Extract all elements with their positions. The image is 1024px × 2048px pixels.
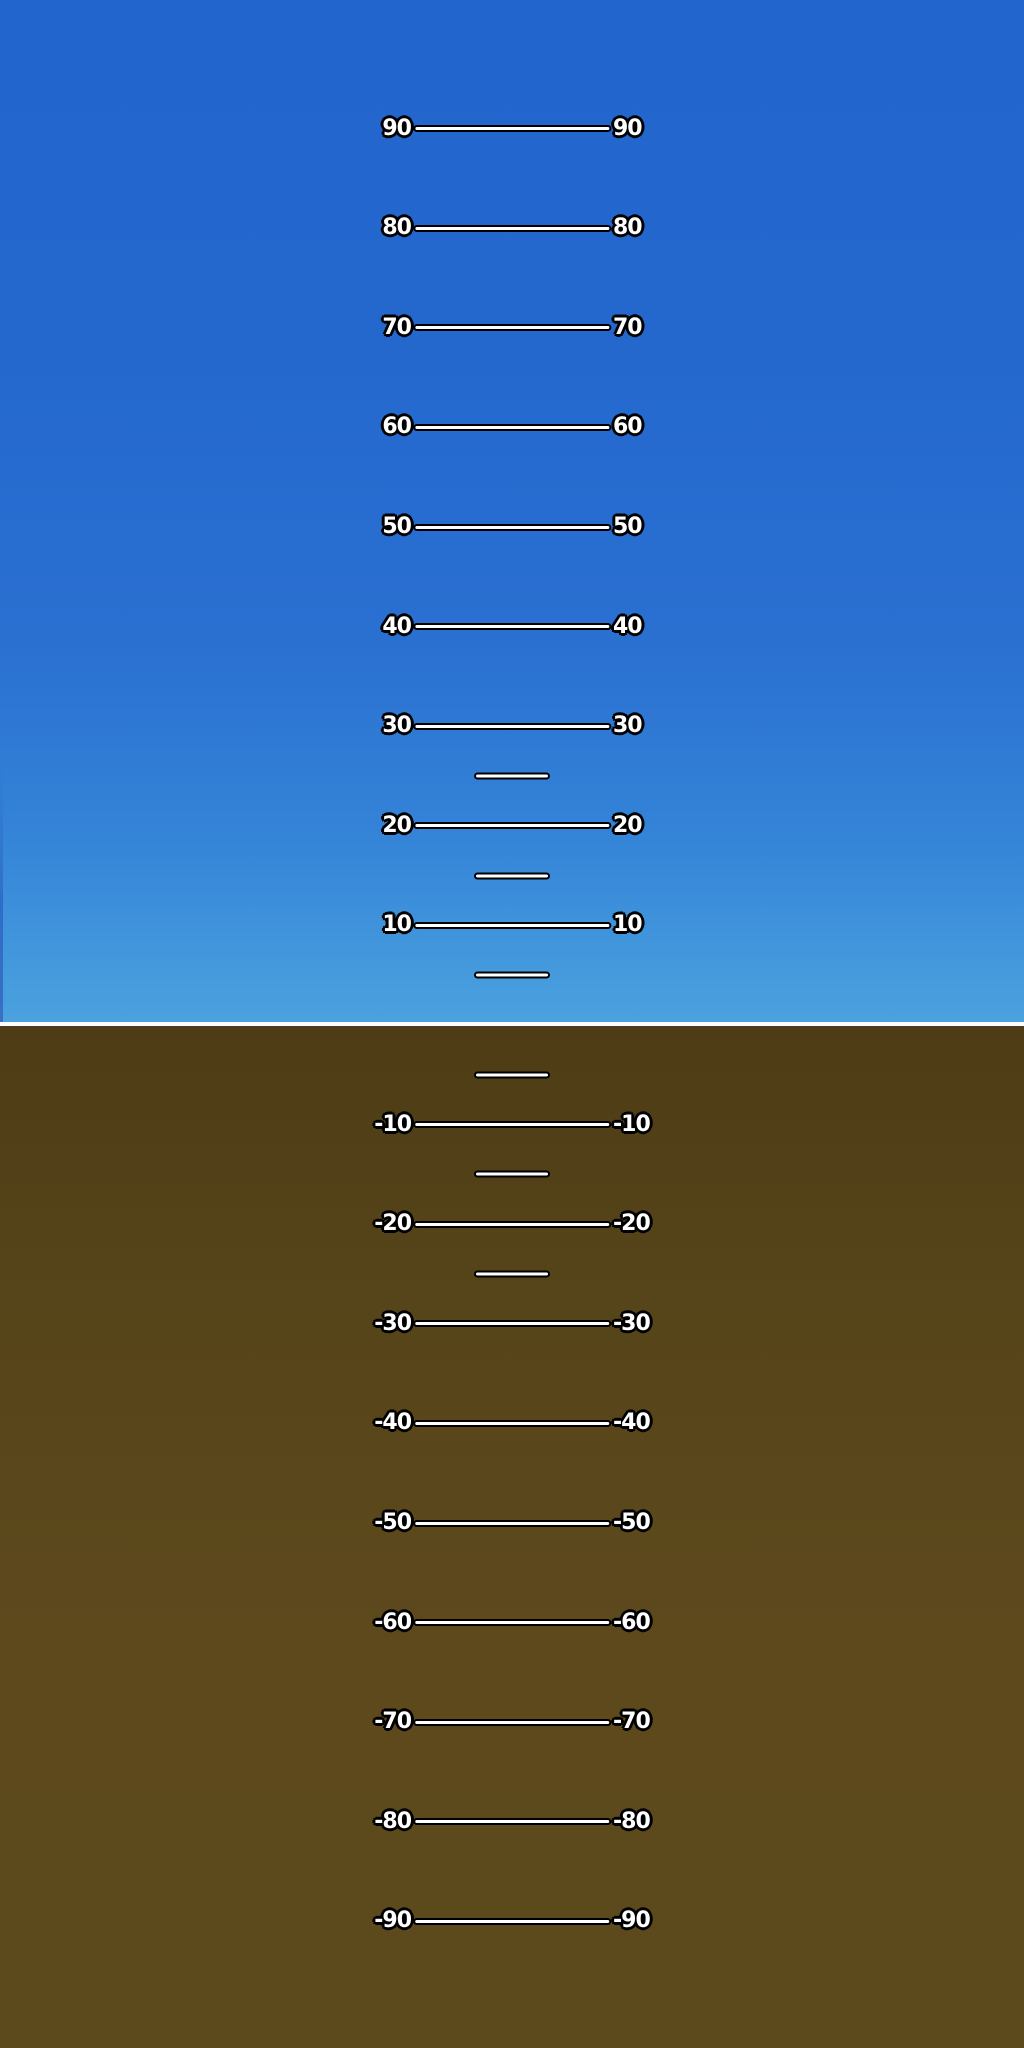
- pitch-line-bar-10: [413, 922, 611, 929]
- pitch-label-right--80: -80: [613, 1808, 650, 1834]
- pitch-line-80: [382, 217, 641, 239]
- pitch-line-50: [382, 516, 641, 538]
- pitch-label-left-40: 40: [382, 613, 411, 639]
- pitch-label-right-10: 10: [613, 912, 642, 938]
- pitch-tick-25: [474, 773, 550, 780]
- pitch-label-right-80: 80: [613, 215, 642, 241]
- pitch-label-right--70: -70: [613, 1709, 650, 1735]
- pitch-line-bar-40: [413, 623, 611, 630]
- pitch-line-bar-80: [413, 225, 611, 232]
- pitch-label-right-30: 30: [613, 713, 642, 739]
- pitch-line--80: [374, 1808, 650, 1834]
- pitch-label-right--20: -20: [613, 1211, 650, 1237]
- pitch-label-left-10: 10: [382, 912, 411, 938]
- pitch-line-20: [382, 812, 642, 838]
- pitch-label-left--60: -60: [374, 1609, 411, 1635]
- pitch-line-bar--90: [413, 1918, 611, 1925]
- pitch-label-left--70: -70: [374, 1709, 411, 1735]
- pitch-line-70: [382, 314, 642, 340]
- pitch-label-left--80: -80: [374, 1808, 411, 1834]
- pitch-line-bar--20: [413, 1221, 611, 1228]
- pitch-line--40: [374, 1412, 650, 1434]
- pitch-label-right-60: 60: [613, 414, 642, 440]
- pitch-line-bar--30: [413, 1320, 611, 1327]
- pitch-label-right-40: 40: [613, 613, 642, 639]
- pitch-line-bar--50: [413, 1520, 611, 1527]
- pitch-label-left-80: 80: [382, 215, 411, 241]
- pitch-label-right-90: 90: [613, 115, 642, 141]
- pitch-line-bar--60: [413, 1619, 611, 1626]
- pitch-label-left-70: 70: [382, 314, 411, 340]
- pitch-label-right--30: -30: [613, 1310, 650, 1336]
- pitch-tick--25: [474, 1271, 550, 1278]
- pitch-label-left--20: -20: [374, 1211, 411, 1237]
- pitch-line-bar--40: [413, 1420, 611, 1427]
- pitch-line-90: [382, 115, 642, 141]
- pitch-line--70: [374, 1711, 650, 1733]
- pitch-label-left--50: -50: [374, 1510, 411, 1535]
- pitch-tick--15: [474, 1171, 550, 1178]
- pitch-line-bar-60: [413, 424, 611, 431]
- pitch-label-left-50: 50: [382, 514, 411, 539]
- pitch-line--50: [374, 1512, 650, 1534]
- pitch-label-left--30: -30: [374, 1310, 411, 1336]
- pitch-line-bar--70: [413, 1719, 611, 1726]
- pitch-line--60: [374, 1609, 650, 1635]
- pitch-tick--5: [474, 1071, 550, 1078]
- pitch-label-right--40: -40: [613, 1410, 650, 1436]
- pitch-tick-5: [474, 972, 550, 979]
- pitch-label-right--10: -10: [613, 1111, 650, 1137]
- pitch-line-bar-30: [413, 723, 611, 730]
- pitch-line-40: [382, 613, 642, 639]
- pitch-label-left-60: 60: [382, 414, 411, 440]
- pitch-line-bar--80: [413, 1818, 611, 1825]
- pitch-label-left-30: 30: [382, 713, 411, 739]
- pitch-label-right--50: -50: [613, 1510, 650, 1535]
- pitch-label-left--40: -40: [374, 1410, 411, 1436]
- pitch-label-right--60: -60: [613, 1609, 650, 1635]
- pitch-label-left--10: -10: [374, 1111, 411, 1137]
- pitch-line-bar--10: [413, 1121, 611, 1128]
- pitch-line--30: [374, 1310, 650, 1336]
- pitch-line-bar-50: [413, 524, 611, 531]
- pitch-line-bar-70: [413, 324, 611, 331]
- pitch-line-bar-20: [413, 822, 611, 829]
- pitch-line-10: [382, 914, 641, 936]
- pitch-label-left-90: 90: [382, 115, 411, 141]
- pitch-label-right--90: -90: [613, 1908, 650, 1934]
- pitch-label-right-70: 70: [613, 314, 642, 340]
- pitch-label-right-50: 50: [613, 514, 642, 539]
- pitch-label-left-20: 20: [382, 812, 411, 838]
- pitch-line-60: [382, 416, 641, 438]
- pitch-line--20: [374, 1213, 650, 1235]
- pitch-line-bar-90: [413, 125, 611, 132]
- pitch-label-left--90: -90: [374, 1908, 411, 1934]
- pitch-label-right-20: 20: [613, 812, 642, 838]
- pitch-line-30: [382, 715, 641, 737]
- pitch-line--90: [374, 1910, 650, 1932]
- pitch-tick-15: [474, 872, 550, 879]
- pitch-line--10: [374, 1111, 650, 1137]
